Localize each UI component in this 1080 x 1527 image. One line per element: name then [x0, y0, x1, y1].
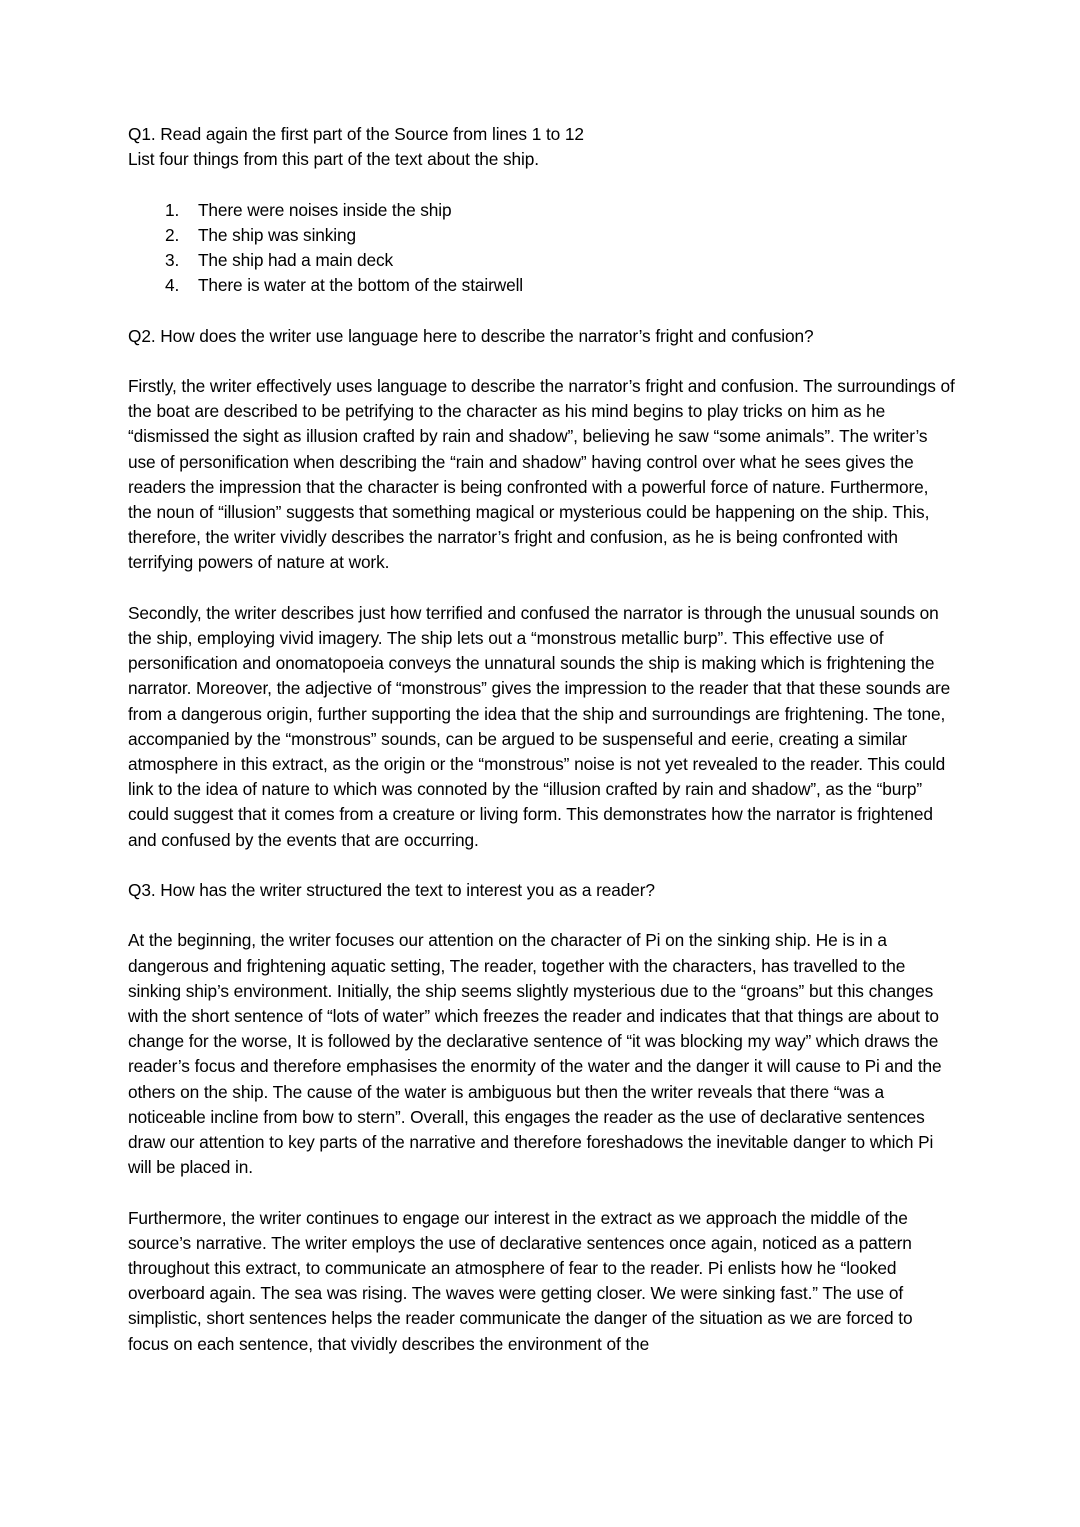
spacer	[128, 903, 956, 928]
list-item	[128, 223, 956, 248]
q2-paragraph-2: Secondly, the writer describes just how terrified and confused the narrator is through the unusual sounds on the ship, employing vivid imagery. The ship lets out a “monstrous metallic burp”. This effective use of personification and onomatopoeia conveys the unnatural sounds the ship is making which is frightening the narrator. Moreover, the adjective of “monstrous” gives the impression to the reader that that these sounds are from a dangerous origin, further supporting the idea that the ship and surroundings are frightening. The tone, accompanied by the “monstrous” sounds, can be argued to be suspenseful and eerie, creating a similar atmosphere in this extract, as the origin or the “monstrous” noise is not yet revealed to the reader. This could link to the idea of nature to which was connoted by the “illusion crafted by rain and shadow”, as the “burp” could suggest that it comes from a creature or living form. This demonstrates how the narrator is frightened and confused by the events that are occurring.	[128, 602, 951, 850]
q1-prompt-line-1: Q1. Read again the first part of the Source from lines 1 to 12	[128, 124, 584, 144]
list-item-label: There is water at the bottom of the stairwell	[198, 275, 524, 296]
list-item	[128, 273, 956, 298]
spacer	[128, 853, 956, 878]
spacer	[128, 1180, 956, 1205]
list-item-number: 4.	[165, 275, 180, 296]
q2-paragraph-1: Firstly, the writer effectively uses language to describe the narrator’s fright and confusion. The surroundings of the boat are described to be petrifying to the character as his mind begins to play tricks on him as he “dismissed the sight as illusion crafted by rain and shadow”, believing he saw “some animals”. The writer’s use of personification when describing the “rain and shadow” having control over what he sees gives the readers the impression that the character is being confronted with a powerful force of nature. Furthermore, the noun of “illusion” suggests that something magical or mysterious could be happening on the ship. This, therefore, the writer vividly describes the narrator’s fright and confusion, as he is being confronted with terrifying powers of nature at work.	[128, 375, 955, 573]
q1-answer-list	[128, 198, 956, 299]
spacer	[128, 298, 956, 323]
list-item-label: The ship was sinking	[198, 224, 357, 245]
list-item-label: The ship had a main deck	[198, 250, 394, 270]
q2-prompt: Q2. How does the writer use language here to describe the narrator’s fright and confusion?	[128, 325, 814, 346]
q3-paragraph-1: At the beginning, the writer focuses our attention on the character of Pi on the sinking ship. He is in a dangerous and frightening aquatic setting, The reader, together with the characters, has travelled to the sinking ship’s environment. Initially, the ship seems slightly mysterious due to the “groans” but this changes with the short sentence of “lots of water” which freezes the reader and indicates that that things are about to change for the worse, It is followed by the declarative sentence of “it was blocking my way” which draws the reader’s focus and therefore emphasises the enormity of the water and the danger it will cause to Pi and the others on the ship. The cause of the water is ambiguous but then the writer reveals that there “was a noticeable incline from bow to stern”. Overall, this engages the reader as the use of declarative sentences draw our attention to key parts of the narrative and therefore foreshadows the inevitable danger to which Pi will be placed in.	[128, 930, 942, 1178]
list-item	[128, 198, 956, 223]
document-body	[128, 122, 956, 1357]
spacer	[128, 349, 956, 374]
spacer	[128, 576, 956, 601]
q3-prompt: Q3. How has the writer structured the text to interest you as a reader?	[128, 880, 655, 901]
spacer	[128, 172, 956, 197]
list-item	[128, 248, 956, 273]
list-item-number: 2.	[165, 224, 180, 245]
q1-prompt-line-2: List four things from this part of the text about the ship.	[128, 149, 539, 170]
q3-paragraph-2: Furthermore, the writer continues to engage our interest in the extract as we approach the middle of the source’s narrative. The writer employs the use of declarative sentences once again, noticed as a pattern throughout this extract, to communicate an atmosphere of fear to the reader. Pi enlists how he “looked overboard again. The sea was rising. The waves were getting closer. We were sinking fast.” The use of simplistic, short sentences helps the reader communicate the danger of the situation as we are forced to focus on each sentence, that vividly describes the environment of the	[128, 1207, 913, 1354]
list-item-number: 3.	[165, 250, 180, 270]
list-item-number: 1.	[165, 199, 180, 220]
list-item-label: There were noises inside the ship	[198, 199, 452, 220]
